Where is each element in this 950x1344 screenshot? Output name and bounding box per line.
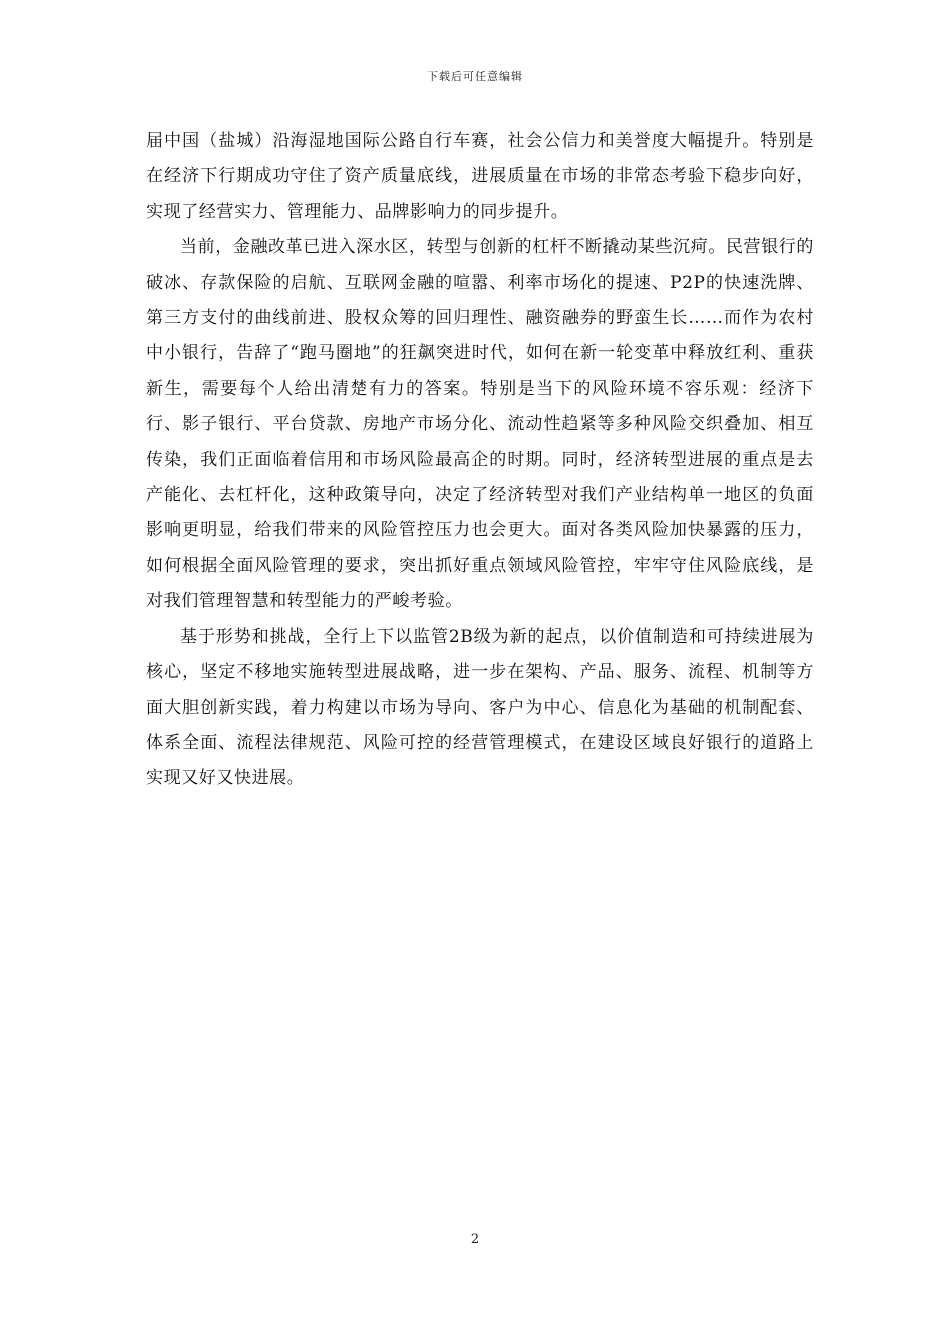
page-number: 2	[470, 1232, 480, 1247]
header-note: 下载后可任意编辑	[427, 70, 523, 83]
paragraph-continuation: 届中国（盐城）沿海湿地国际公路自行车赛，社会公信力和美誉度大幅提升。特别是在经济下行期成功守住了资产质量底线，进展质量在市场的非常态考验下稳步向好，实现了经营实力、管理能力、品牌影响力的同步提升。	[146, 131, 814, 222]
body-text	[146, 124, 814, 797]
paragraph-strategy: 基于形势和挑战，全行上下以监管2B级为新的起点，以价值制造和可持续进展为核心，坚定不移地实施转型进展战略，进一步在架构、产品、服务、流程、机制等方面大胆创新实践，着力构建以市场为导向、客户为中心、信息化为基础的机制配套、体系全面、流程法律规范、风险可控的经营管理模式，在建设区域良好银行的道路上实现又好又快进展。	[146, 626, 814, 789]
paragraph-financial-reform: 当前，金融改革已进入深水区，转型与创新的杠杆不断撬动某些沉疴。民营银行的破冰、存款保险的启航、互联网金融的喧嚣、利率市场化的提速、P2P的快速洗牌、第三方支付的曲线前进、股权众筹的回归理性、融资融券的野蛮生长……而作为农村中小银行，告辞了“跑马圈地”的狂飙突进时代，如何在新一轮变革中释放红利、重获新生，需要每个人给出清楚有力的答案。特别是当下的风险环境不容乐观：经济下行、影子银行、平台贷款、房地产市场分化、流动性趋紧等多种风险交织叠加、相互传染，我们正面临着信用和市场风险最高企的时期。同时，经济转型进展的重点是去产能化、去杠杆化，这种政策导向，决定了经济转型对我们产业结构单一地区的负面影响更明显，给我们带来的风险管控压力也会更大。面对各类风险加快暴露的压力，如何根据全面风险管理的要求，突出抓好重点领域风险管控，牢牢守住风险底线，是对我们管理智慧和转型能力的严峻考验。	[146, 237, 814, 612]
